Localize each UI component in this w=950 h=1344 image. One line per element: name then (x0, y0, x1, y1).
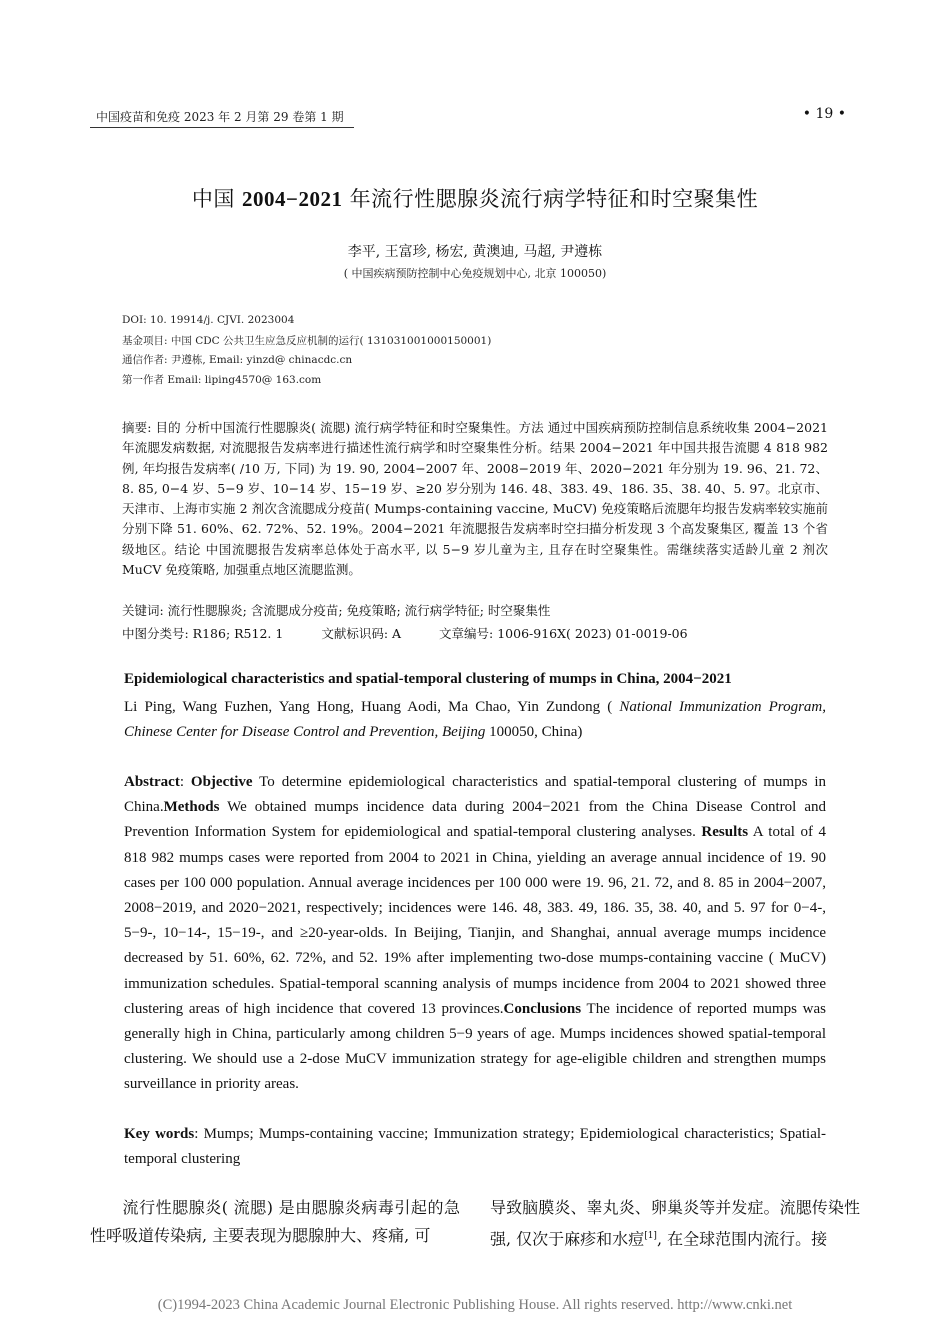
keywords-label: Key words (124, 1126, 195, 1142)
affiliation: ( 中国疾病预防控制中心免疫规划中心, 北京 100050) (343, 267, 607, 280)
corresponding-author-line: 通信作者: 尹遵栋, Email: yinzd@ chinacdc.cn (122, 354, 353, 366)
citation-ref[interactable]: [1] (644, 1231, 657, 1241)
results-text: A total of 4 818 982 mumps cases were reported from 2004 to 2021 in China, yielding an average annual incidence of 19. 90 cases per 100 000 population. Annual average incidences per 100 000 were 19. 96, 21. 72, and 8. 85 in 2004−2007, 2008−2019, and 2020−2021, respectively; incidences were 146. 48, 383. 49, 186. 35, 38. 40, and 5. 97 for 0−4-, 5−9-, 10−14-, 15−19-, and ≥20-year-olds. In Beijing, Tianjin, and Shanghai, annual average mumps incidence decreased by 51. 60%, 62. 72%, and 52. 19% after implementing two-dose mumps-containing vaccine ( MuCV) immunization schedules. Spatial-temporal scanning analysis of mumps incidence from 2004 to 2021 showed three clustering areas of high incidence that covered 13 provinces. (124, 824, 826, 1017)
chinese-abstract-text: 摘要: 目的 分析中国流行性腮腺炎( 流腮) 流行病学特征和时空聚集性。方法 通过中国疾病预防控制信息系统收集 2004−2021 年流腮发病数据, 对流腮报告发病率进行描述性流行病学和时空聚集性分析。结果 2004−2021 年中国共报告流腮 4 818 982 例, 年均报告发病率( /10 万, 下同) 为 19. 90, 2004−2007 年、2008−2019 年、2020−2021 年分别为 19. 96、21. 72、8. 85, 0−4 岁、5−9 岁、10−14 岁、15−19 岁、≥20 岁分别为 146. 48、383. 49、186. 35、38. 40、5. 97。北京市、天津市、上海市实施 2 剂次含流腮成分疫苗( Mumps-containing vaccine, MuCV) 免疫策略后流腮年均报告发病率较实施前分别下降 51. 60%、62. 72%、52. 19%。2004−2021 年流腮报告发病率时空扫描分析发现 3 个高发聚集区, 覆盖 13 个省级地区。结论 中国流腮报告发病率总体处于高水平, 以 5−9 岁儿童为主, 且存在时空聚集性。需继续落实适龄儿童 2 剂次 MuCV 免疫策略, 加强重点地区流腮监测。 (122, 420, 828, 578)
doi-line: DOI: 10. 19914/j. CJVI. 2023004 (122, 314, 295, 326)
classification-line (122, 624, 726, 642)
page-number: • 19 • (802, 106, 846, 122)
article-number: 文章编号: 1006-916X( 2023) 01-0019-06 (439, 626, 688, 641)
title-years: 2004−2021 (242, 187, 343, 211)
methods-label: Methods (163, 799, 220, 816)
first-author-line: 第一作者 Email: liping4570@ 163.com (122, 374, 322, 386)
objective-text: To determine epidemiological characteristics and spatial-temporal clustering of mumps in China. (124, 774, 826, 816)
body-text-right (490, 1194, 860, 1253)
results-label: Results (701, 824, 749, 841)
abstract-label: Abstract (124, 774, 180, 790)
conclusions-text: The incidence of reported mumps was generally high in China, particularly among children 5−9 years of age. Mumps incidences showed spatial-temporal clustering. We should use a 2-dose MuCV immunization strategy for age-eligible children and strengthen mumps surveillance in priority areas. (124, 1000, 826, 1093)
keywords-text: : Mumps; Mumps-containing vaccine; Immunization strategy; Epidemiological characteristics; Spatial-temporal clustering (124, 1126, 827, 1167)
fund-line: 基金项目: 中国 CDC 公共卫生应急反应机制的运行( 131031001000150001) (122, 335, 492, 347)
body-left-text: 流行性腮腺炎( 流腮) 是由腮腺炎病毒引起的急性呼吸道传染病, 主要表现为腮腺肿大、疼痛, 可 (90, 1198, 460, 1245)
english-authors (124, 695, 826, 745)
author-list: 李平, 王富珍, 杨宏, 黄澳迪, 马超, 尹遵栋 (347, 244, 603, 260)
copyright-footer: (C)1994-2023 China Academic Journal Electronic Publishing House. All rights reserved. http://www.cnki.net (157, 1297, 793, 1313)
chinese-abstract (122, 418, 828, 580)
running-head: 中国疫苗和免疫 2023 年 2 月第 29 卷第 1 期 (90, 108, 354, 128)
methods-text: We obtained mumps incidence data during 2004−2021 from the China Disease Control and Prevention Information System for epidemiological and spatial-temporal clustering analyses. (124, 799, 826, 841)
conclusions-label: Conclusions (503, 1000, 582, 1017)
body-text-left (90, 1194, 460, 1250)
body-right-text-b: , 在全球范围内流行。接 (656, 1229, 828, 1249)
clc-number: 中图分类号: R186; R512. 1 (122, 626, 284, 641)
english-affiliation-tail: 100050, China) (485, 724, 583, 740)
english-abstract: Abstract: Objective To determine epidemiological characteristics and spatial-temporal clustering of mumps in China.Methods We obtained mumps incidence data during 2004−2021 from the China Disease Control and Prevention Information System for epidemiological and spatial-temporal clustering analyses. Results A total of 4 818 982 mumps cases were reported from 2004 to 2021 in China, yielding an average annual incidence of 19. 90 cases per 100 000 population. Annual average incidences per 100 000 were 19. 96, 21. 72, and 8. 85 in 2004−2007, 2008−2019, and 2020−2021, respectively; incidences were 146. 48, 383. 49, 186. 35, 38. 40, and 5. 97 for 0−4-, 5−9-, 10−14-, 15−19-, and ≥20-year-olds. In Beijing, Tianjin, and Shanghai, annual average mumps incidence decreased by 51. 60%, 62. 72%, and 52. 19% after implementing two-dose mumps-containing vaccine ( MuCV) immunization schedules. Spatial-temporal scanning analysis of mumps incidence from 2004 to 2021 showed three clustering areas of high incidence that covered 13 provinces.Conclusions The incidence of reported mumps was generally high in China, particularly among children 5−9 years of age. Mumps incidences showed spatial-temporal clustering. We should use a 2-dose MuCV immunization strategy for age-eligible children and strengthen mumps surveillance in priority areas. (124, 774, 826, 1093)
article-title (0, 183, 950, 213)
body-right-text-a: 导致脑膜炎、睾丸炎、卵巢炎等并发症。流腮传染性强, 仅次于麻疹和水痘 (490, 1198, 860, 1249)
title-post: 年流行性腮腺炎流行病学特征和时空聚集性 (342, 187, 759, 211)
english-title: Epidemiological characteristics and spatial-temporal clustering of mumps in China, 2004−2021 (124, 671, 732, 687)
title-pre: 中国 (191, 187, 243, 211)
english-keywords (124, 1122, 826, 1172)
english-author-names: Li Ping, Wang Fuzhen, Yang Hong, Huang Aodi, Ma Chao, Yin Zundong ( (124, 699, 620, 715)
chinese-keywords: 关键词: 流行性腮腺炎; 含流腮成分疫苗; 免疫策略; 流行病学特征; 时空聚集性 (122, 603, 551, 618)
english-affiliation: National Immunization Program, Chinese Center for Disease Control and Prevention, Beijing (124, 699, 826, 740)
objective-label: Objective (190, 774, 253, 790)
document-code: 文献标识码: A (321, 626, 402, 641)
